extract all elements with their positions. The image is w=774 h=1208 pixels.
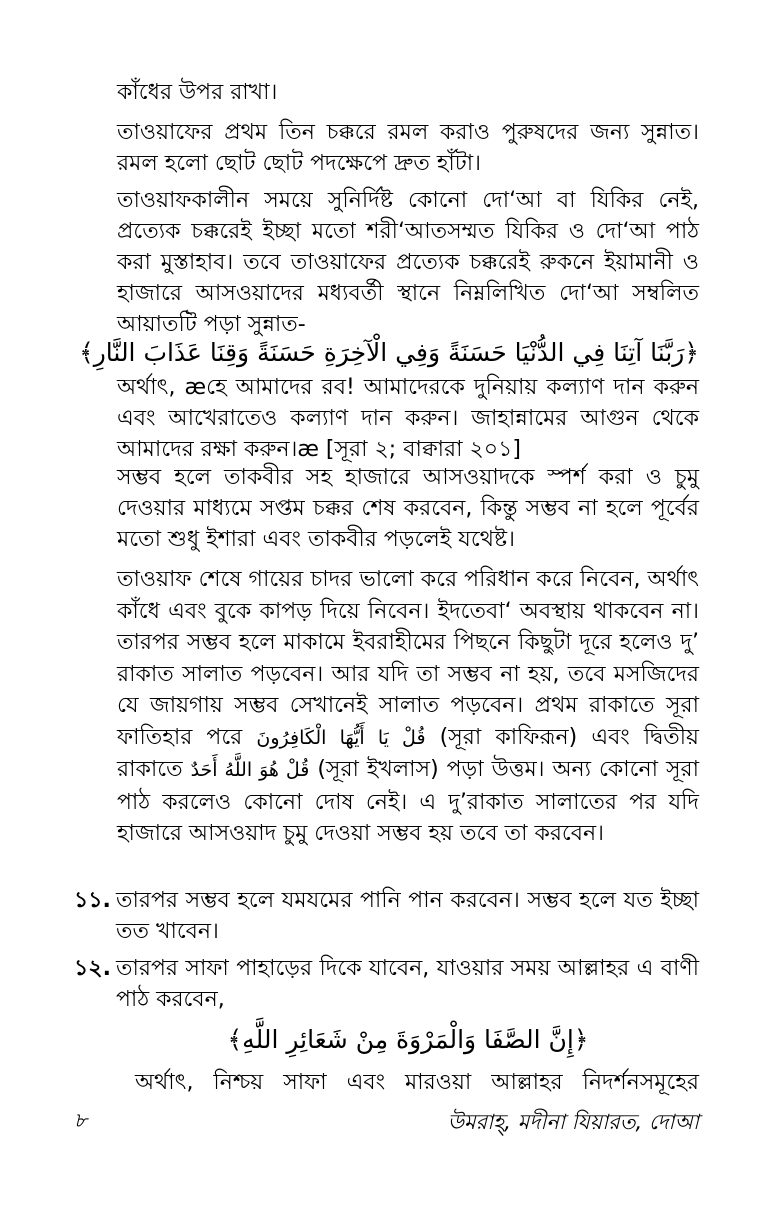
arabic-surah-kafirun: قُلْ يَا أَيُّهَا الْكَافِرُونَ — [256, 726, 426, 749]
arabic-verse-safa-marwa: ﴿إِنَّ الصَّفَا وَالْمَرْوَةَ مِنْ شَعَائِرِ اللَّهِ﴾ — [227, 1025, 589, 1054]
page-number: ৮ — [74, 1108, 87, 1132]
paragraph-tawaf-dua: তাওয়াফকালীন সময়ে সুনির্দিষ্ট কোনো দো‘আ বা যিকির নেই, প্রত্যেক চক্করেই ইচ্ছা মতো শরী‘আতসম্মত যিকির ও দো‘আ পাঠ করা মুস্তাহাব। তবে তাওয়াফের প্রত্যেক চক্করেই রুকনে ইয়ামানী ও হাজারে আসওয়াদের মধ্যবর্তী স্থানে নিম্নলিখিত দো‘আ সম্বলিত আয়াতটি পড়া সুন্নাত- — [117, 188, 699, 337]
list-item-number: ১২. — [74, 956, 111, 981]
arabic-verse-rabbana: ﴿رَبَّنَا آتِنَا فِي الدُّنْيَا حَسَنَةً وَفِي الْآخِرَةِ حَسَنَةً وَقِنَا عَذَابَ النَّارِ﴾ — [79, 338, 699, 367]
list-item — [74, 953, 699, 1012]
arabic-surah-ikhlas: قُلْ هُوَ اللَّهُ أَحَدٌ — [190, 759, 310, 781]
list-item-number: ১১. — [74, 888, 111, 913]
list-item — [74, 885, 699, 944]
list-item-text: তারপর সম্ভব হলে যমযমের পানি পান করবেন। সম্ভব হলে যত ইচ্ছা তত খাবেন। — [116, 888, 699, 944]
paragraph-continuation: কাঁধের উপর রাখা। — [117, 80, 278, 105]
paragraph-ramal: তাওয়াফের প্রথম তিন চক্করে রমল করাও পুরুষদের জন্য সুন্নাত। রমল হলো ছোট ছোট পদক্ষেপে দ্রুত হাঁটা। — [117, 120, 699, 176]
paragraph-hajar-aswad: সম্ভব হলে তাকবীর সহ হাজারে আসওয়াদকে স্পর্শ করা ও চুমু দেওয়ার মাধ্যমে সপ্তম চক্কর শেষ করবেন, কিন্তু সম্ভব না হলে পূর্বের মতো শুধু ইশারা এবং তাকবীর পড়লেই যথেষ্ট। — [117, 465, 699, 552]
after-tawaf-text-c: (সূরা ইখলাস) পড়া উত্তম। অন্য কোনো সূরা পাঠ করলেও কোনো দোষ নেই। এ দু’রাকাত সালাতের পর যদি হাজারে আসওয়াদ চুমু দেওয়া সম্ভব হয় তবে তা করবেন। — [117, 757, 699, 846]
paragraph-meaning: অর্থাৎ, নিশ্চয় সাফা এবং মারওয়া আল্লাহর নিদর্শনসমূহের — [135, 1070, 699, 1095]
paragraph-after-tawaf — [117, 564, 699, 850]
after-tawaf-text-a: তাওয়াফ শেষে গায়ের চাদর ভালো করে পরিধান করে নিবেন, অর্থাৎ কাঁধে এবং বুকে কাপড় দিয়ে নিবেন। ইদতেবা‘ অবস্থায় থাকবেন না। তারপর সম্ভব হলে মাকামে ইবরাহীমের পিছনে কিছুটা দূরে হলেও দু’ রাকাত সালাত পড়বেন। আর যদি তা সম্ভব না হয়, তবে মসজিদের যে জায়গায় সম্ভব সেখানেই সালাত পড়বেন। প্রথম রাকাতে সূরা ফাতিহার পরে — [117, 567, 699, 750]
running-footer-title: উমরাহ্‌, মদীনা যিয়ারত, দোআ — [447, 1110, 699, 1134]
after-tawaf-text-b: (সূরা কাফিরূন) এবং দ্বিতীয় রাকাতে — [117, 724, 700, 782]
list-item-text: তারপর সাফা পাহাড়ের দিকে যাবেন, যাওয়ার সময় আল্লাহর এ বাণী পাঠ করবেন, — [116, 956, 699, 1012]
paragraph-translation: অর্থাৎ, æহে আমাদের রব! আমাদেরকে দুনিয়ায় কল্যাণ দান করুন এবং আখেরাতেও কল্যাণ দান করুন। জাহান্নামের আগুন থেকে আমাদের রক্ষা করুন।æ [সূরা ২; বাক্বারা ২০১] — [117, 375, 699, 462]
